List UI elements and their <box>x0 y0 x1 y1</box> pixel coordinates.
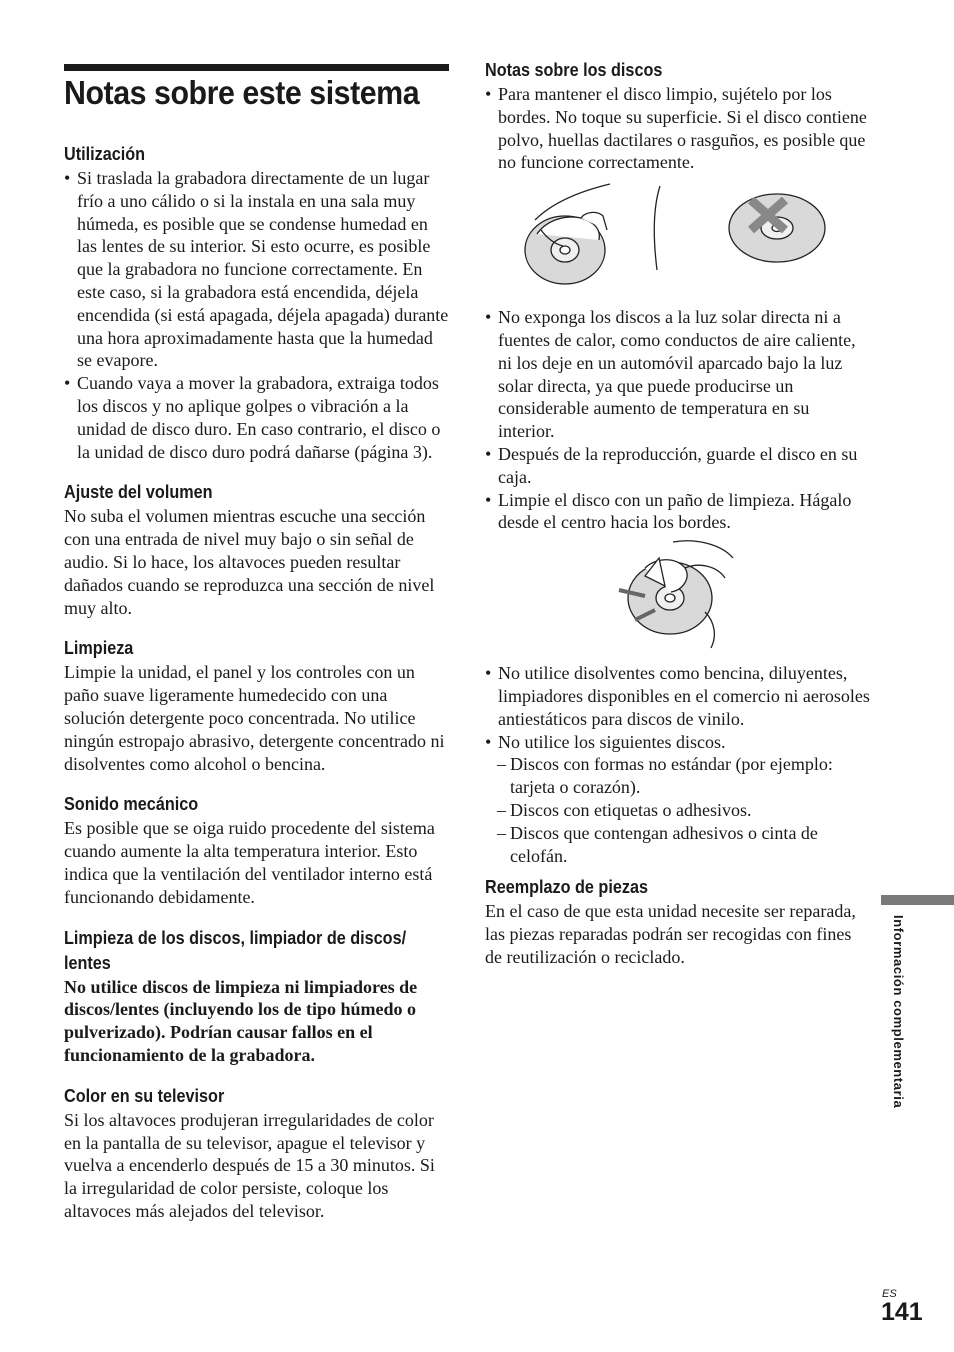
section-discos <box>485 58 870 867</box>
section-text: Limpie la unidad, el panel y los controles con un paño suave ligeramente humedecido con una solución detergente poco concentrada. No utilice ningún estropajo abrasivo, detergente concentrado ni disolventes como alcohol o bencina. <box>64 662 445 774</box>
correct-hold-figure <box>525 184 660 284</box>
section-heading: Limpieza de los discos, limpiador de discos/ lentes <box>64 927 407 973</box>
section-heading: Notas sobre los discos <box>485 60 663 80</box>
section-limpieza <box>64 636 449 775</box>
list-item: • Para mantener el disco limpio, sujételo por los bordes. No toque su superficie. Si el disco contiene polvo, huellas dactilares o rasguños, es posible que no funcione correctamente. <box>485 83 870 174</box>
side-tab-label: Información complementaria <box>891 915 906 1109</box>
disc-cleaning-figure <box>485 538 870 654</box>
section-heading: Limpieza <box>64 638 134 659</box>
section-heading: Color en su televisor <box>64 1085 225 1106</box>
section-utilizacion <box>64 142 449 463</box>
bullet-list <box>485 83 870 174</box>
section-heading: Utilización <box>64 144 146 164</box>
section-volumen <box>64 480 449 619</box>
page-number: 141 <box>881 1298 923 1326</box>
title-rule <box>64 64 449 71</box>
side-tab-bar <box>881 895 954 905</box>
list-item: • No exponga los discos a la luz solar directa ni a fuentes de calor, como conductos de aire caliente, ni los deje en un automóvil aparcado bajo la luz solar directa, ya que puede producirse un considerable aumento de temperatura en su interior. <box>485 306 870 443</box>
bullet-list <box>485 306 870 534</box>
dash-list <box>485 753 870 867</box>
disc-cleaning-illustration <box>485 538 870 654</box>
left-column <box>64 142 449 1240</box>
bullet-list <box>485 662 870 753</box>
section-reemplazo <box>485 875 870 968</box>
section-text: En el caso de que esta unidad necesite ser reparada, las piezas reparadas podrán ser recogidas con fines de reutilización o reciclado. <box>485 901 856 967</box>
page-language: ES <box>882 1288 897 1300</box>
page-title: Notas sobre este sistema <box>64 74 420 111</box>
section-limpieza-discos <box>64 926 449 1067</box>
section-heading: Sonido mecánico <box>64 794 199 815</box>
list-item: • Después de la reproducción, guarde el disco en su caja. <box>485 443 870 489</box>
list-item: • No utilice los siguientes discos. <box>485 731 870 754</box>
section-heading: Reemplazo de piezas <box>485 877 648 898</box>
list-item: • Cuando vaya a mover la grabadora, extraiga todos los discos y no aplique golpes o vibración a la unidad de disco duro. En caso contrario, el disco o la unidad de disco duro podrá dañarse (página 3). <box>64 372 449 463</box>
list-item: – Discos que contengan adhesivos o cinta de celofán. <box>485 822 870 868</box>
list-item: • No utilice disolventes como bencina, diluyentes, limpiadores disponibles en el comercio ni aerosoles antiestáticos para discos de vinilo. <box>485 662 870 730</box>
section-color <box>64 1084 449 1223</box>
list-item: • Limpie el disco con un paño de limpieza. Hágalo desde el centro hacia los bordes. <box>485 489 870 535</box>
list-item: • Si traslada la grabadora directamente de un lugar frío a uno cálido o si la instala en una sala muy húmeda, es posible que se condense humedad en las lentes de su interior. Si esto ocurre, es posible que la grabadora no funcione correctamente. En este caso, si la grabadora está encendida, déjela encendida (si está apagada, déjela apagada) durante una hora aproximadamente hasta que la humedad se evapore. <box>64 167 449 372</box>
right-column <box>485 58 870 969</box>
section-sonido <box>64 792 449 908</box>
disc-handling-figures <box>485 178 870 296</box>
section-text: Si los altavoces produjeran irregularidades de color en la pantalla de su televisor, apague el televisor y vuelva a encenderlo después de 15 a 30 minutos. Si la irregularidad de color persiste, coloque los altavoces más alejados del televisor. <box>64 1109 435 1221</box>
section-text: Es posible que se oiga ruido procedente del sistema cuando aumente la alta temperatura interior. Esto indica que la ventilación del ventilador interno está funcionando debidamente. <box>64 818 435 907</box>
disc-handling-illustration <box>485 178 870 296</box>
list-item: – Discos con formas no estándar (por ejemplo: tarjeta o corazón). <box>485 753 870 799</box>
section-heading: Ajuste del volumen <box>64 482 213 503</box>
section-text: No suba el volumen mientras escuche una sección con una entrada de nivel muy bajo o sin señal de audio. Si lo hace, los altavoces pueden resultar dañados cuando se reproduzca una sección de nivel muy alto. <box>64 506 435 618</box>
section-text: No utilice discos de limpieza ni limpiadores de discos/lentes (incluyendo los de tipo húmedo o pulverizado). Podrían causar fallos en el funcionamiento de la grabadora. <box>64 976 418 1065</box>
incorrect-hold-figure <box>729 194 825 262</box>
list-item: – Discos con etiquetas o adhesivos. <box>485 799 870 822</box>
bullet-list <box>64 167 449 463</box>
